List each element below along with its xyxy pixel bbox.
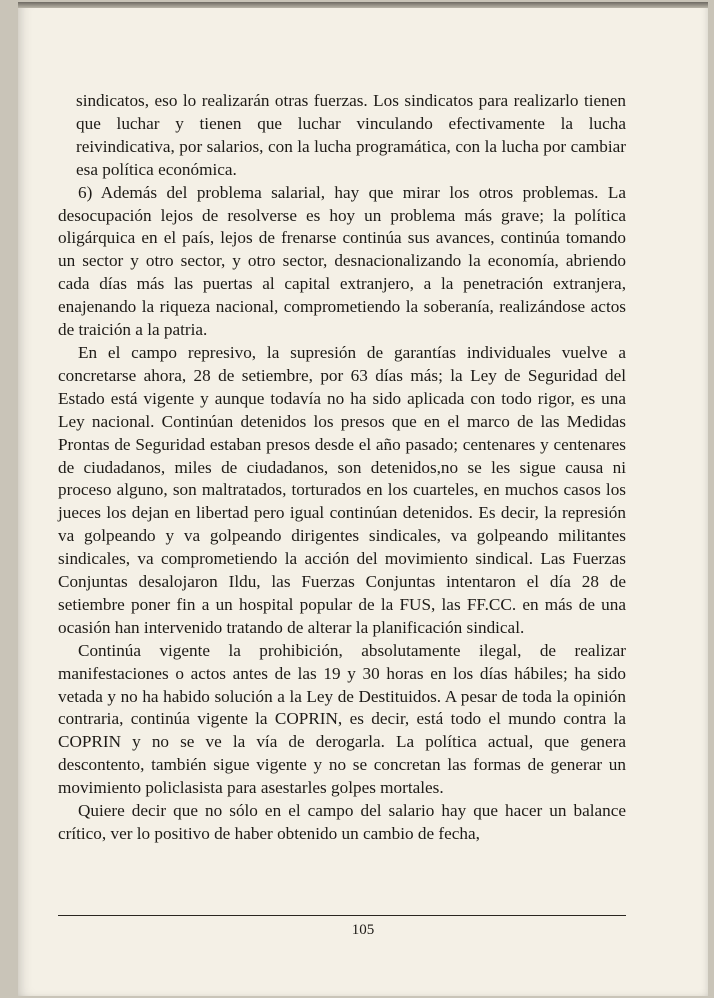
body-text — [58, 90, 626, 846]
page-top-edge — [18, 2, 708, 8]
paragraph-2: 6) Además del problema salarial, hay que mirar los otros problemas. La desocupación lejos de resolverse es hoy un problema más grave; la política oligárquica en el país, lejos de frenarse continúa sus avances, continúa tomando un sector y otro sector, y otro sector, desnacionalizando la economía, abriendo cada días más las puertas al capital extranjero, a la penetración extranjera, enajenando la riqueza nacional, comprometiendo la soberanía, realizándose actos de traición a la patria. — [58, 182, 626, 340]
paragraph-5: Quiere decir que no sólo en el campo del salario hay que hacer un balance crítico, ver lo positivo de haber obtenido un cambio de fecha, — [58, 801, 626, 843]
book-page — [18, 2, 708, 996]
paragraph-4: Continúa vigente la prohibición, absolutamente ilegal, de realizar manifestaciones o actos antes de las 19 y 30 horas en los días hábiles; ha sido vetada y no ha habido solución a la Ley de Destituidos. A pesar de toda la opinión contraria, continúa vigente la COPRIN, es decir, está todo el mundo contra la COPRIN y no se ve la vía de derogarla. La política actual, que genera descontento, también sigue vigente y no se concretan las formas de generar un movimiento policlasista para asestarles golpes mortales. — [58, 640, 626, 798]
paragraph-1: sindicatos, eso lo realizarán otras fuerzas. Los sindicatos para realizarlo tienen que luchar y tienen que luchar vinculando efectivamente la lucha reivindicativa, por salarios, con la lucha programática, con la lucha por cambiar esa política económica. — [76, 91, 626, 179]
page-number: 105 — [351, 922, 375, 938]
footer-rule — [58, 915, 626, 916]
paragraph-3: En el campo represivo, la supresión de garantías individuales vuelve a concretarse ahora, 28 de setiembre, por 63 días más; la Ley de Seguridad del Estado está vigente y aunque todavía no ha sido aplicada con todo rigor, es una Ley nacional. Continúan detenidos los presos que en el marco de las Medidas Prontas de Seguridad estaban presos desde el año pasado; centenares y centenares de ciudadanos, miles de ciudadanos, son detenidos,no se les sigue causa ni proceso alguno, son maltratados, torturados en los cuarteles, en muchos casos los jueces los dejan en libertad pero igual continúan detenidos. Es decir, la represión va golpeando y va golpeando dirigentes sindicales, va golpeando militantes sindicales, va comprometiendo la acción del movimiento sindical. Las Fuerzas Conjuntas desalojaron Ildu, las Fuerzas Conjuntas intentaron el día 28 de setiembre poner fin a un hospital popular de la FUS, las FF.CC. en más de una ocasión han intervenido tratando de alterar la planificación sindical. — [58, 342, 626, 637]
